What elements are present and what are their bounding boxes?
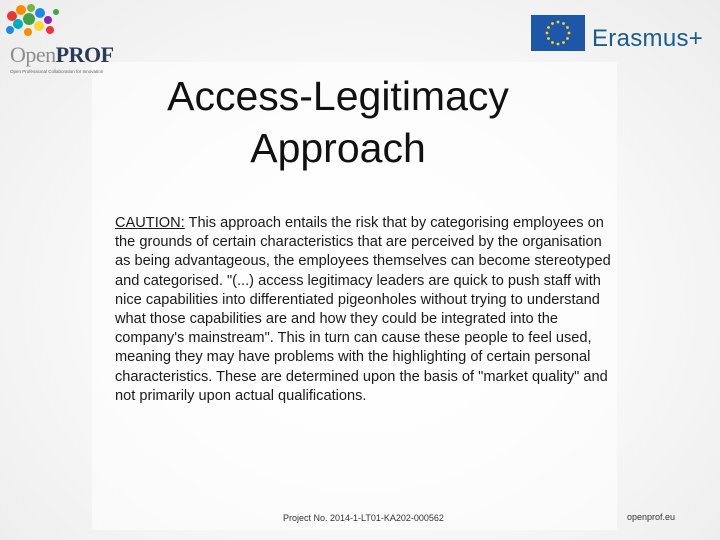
openprof-wordmark [10, 42, 114, 68]
caution-label: CAUTION: [115, 215, 185, 231]
slide-title-line-2: Approach [250, 125, 426, 171]
footer-website: openprof.eu [627, 512, 676, 522]
logo-tagline: Open Professional Collaboration for Innovation [10, 69, 104, 74]
erasmus-label: Erasmus+ [592, 25, 704, 52]
body-paragraph: This approach entails the risk that by categorising employees on the grounds of certain characteristics that are perceived by the organisation as being advantageous, the employees themselves can become stereotyped and categorised. "(...) access legitimacy leaders are quick to push staff with nice capabilities into differentiated pigeonholes without trying to understand what those capabilities are and how they could be integrated into the company's mainstream". This in turn can cause these people to feel used, meaning they may have problems with the highlighting of certain personal characteristics. These are determined upon the basis of "market quality" and not primarily upon actual qualifications. [115, 215, 611, 404]
logo-open-text: Open [10, 42, 56, 67]
slide-title [110, 70, 566, 174]
openprof-logo [4, 4, 116, 74]
logo-prof-text: PROF [55, 42, 114, 67]
eu-flag-icon [531, 15, 585, 51]
openprof-logo-bubbles-icon [4, 4, 64, 44]
slide-body [115, 214, 615, 406]
erasmus-logo [531, 15, 711, 55]
footer-project-number: Project No. 2014-1-LT01-KA202-000562 [283, 513, 444, 523]
slide-title-line-1: Access-Legitimacy [167, 73, 509, 119]
